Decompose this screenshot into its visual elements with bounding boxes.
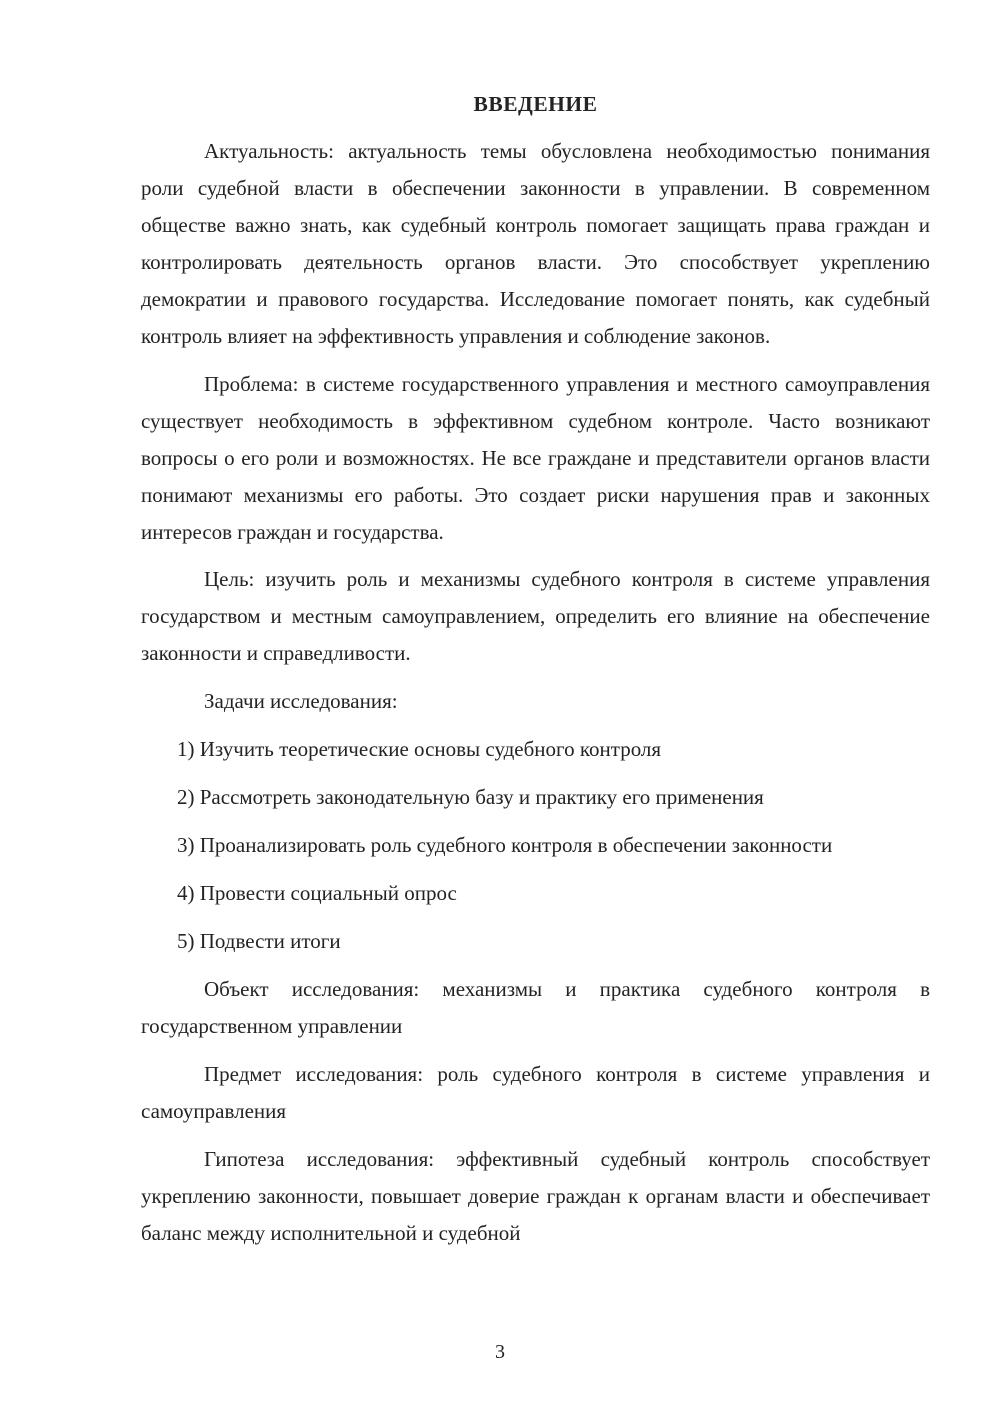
paragraph-subject: Предмет исследования: роль судебного контроля в системе управления и самоуправления	[141, 1061, 930, 1123]
paragraph-goal: Цель: изучить роль и механизмы судебного контроля в системе управления государством и местным самоуправлением, определить его влияние на обеспечение законности и справедливости.	[141, 567, 930, 666]
task-item-1: 1) Изучить теоретические основы судебного контроля	[177, 737, 662, 762]
tasks-heading: Задачи исследования:	[204, 689, 398, 714]
paragraph-hypothesis: Гипотеза исследования: эффективный судебный контроль способствует укреплению законности, повышает доверие граждан к органам власти и обеспечивает баланс между исполнительной и судебной	[141, 1146, 930, 1245]
task-item-5: 5) Подвести итоги	[177, 929, 341, 954]
page-number: 3	[495, 1341, 505, 1363]
task-item-2: 2) Рассмотреть законодательную базу и практику его применения	[177, 785, 764, 810]
paragraph-problem: Проблема: в системе государственного управления и местного самоуправления существует необходимость в эффективном судебном контроле. Часто возникают вопросы о его роли и возможностях. Не все граждане и представители органов власти понимают механизмы его работы. Это создает риски нарушения прав и законных интересов граждан и государства.	[141, 371, 930, 544]
paragraph-object: Объект исследования: механизмы и практика судебного контроля в государственном управлении	[141, 977, 930, 1039]
paragraph-relevance: Актуальность: актуальность темы обусловлена необходимостью понимания роли судебной власти в обеспечении законности в управлении. В современном обществе важно знать, как судебный контроль помогает защищать права граждан и контролировать деятельность органов власти. Это способствует укреплению демократии и правового государства. Исследование помогает понять, как судебный контроль влияет на эффективность управления и соблюдение законов.	[141, 139, 930, 348]
task-item-4: 4) Провести социальный опрос	[177, 881, 457, 906]
task-item-3: 3) Проанализировать роль судебного контроля в обеспечении законности	[177, 833, 833, 858]
page-title: ВВЕДЕНИЕ	[473, 92, 598, 116]
